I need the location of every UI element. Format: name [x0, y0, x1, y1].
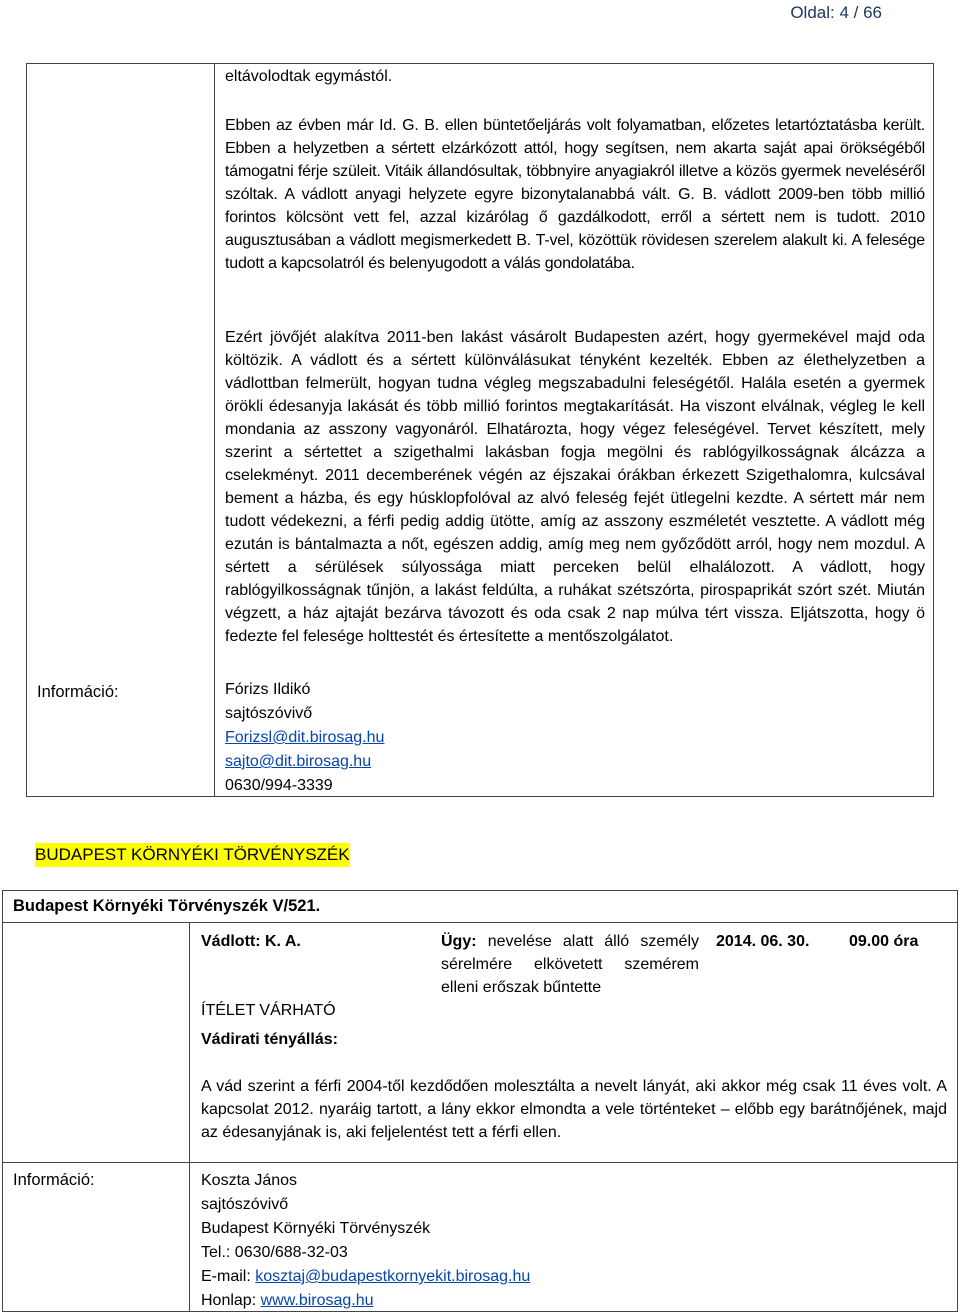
contact-name: Koszta János [201, 1172, 298, 1189]
contact-role: sajtószóvivő [225, 705, 313, 722]
table-divider [189, 922, 190, 1311]
contact-block [201, 1169, 530, 1313]
verdict-note: ÍTÉLET VÁRHATÓ [201, 1002, 336, 1019]
table-divider [3, 1162, 957, 1163]
case-table-2 [2, 890, 958, 1312]
case-table-1 [26, 63, 934, 797]
contact-phone: Tel.: 0630/688-32-03 [201, 1244, 348, 1261]
hearing-date: 2014. 06. 30. [716, 933, 810, 950]
press-email-link[interactable]: sajto@dit.birosag.hu [225, 753, 372, 770]
defendant: Vádlott: K. A. [201, 933, 301, 950]
table-divider [214, 64, 215, 796]
case-label: Ügy: [441, 933, 477, 950]
facts-text: A vád szerint a férfi 2004-től kezdődően molesztálta a nevelt lányát, aki akkor még csak 11 éves volt. A kapcsolat 2012. nyaráig tartott, a lány ekkor elmondta a vele történteket – előbb egy barátnőjének, majd az édesanyjának is, aki feljelentést tett a férfi ellen. [201, 1078, 947, 1141]
facts-label: Vádirati tényállás: [201, 1031, 338, 1048]
info-label: Információ: [13, 1171, 95, 1189]
hearing-time: 09.00 óra [849, 933, 919, 950]
case-type [441, 930, 699, 999]
contact-email-row [201, 1265, 530, 1289]
table-divider [3, 922, 957, 923]
section-heading: BUDAPEST KÖRNYÉKI TÖRVÉNYSZÉK [35, 843, 350, 867]
page-number: Oldal: 4 / 66 [790, 3, 882, 22]
paragraph-crime: Ezért jövőjét alakítva 2011-ben lakást vásárolt Budapesten azért, hogy gyermekével majd oda költözik. A vádlott és a sértett különválásukat tényként kezelték. Ebben az élethelyzetben a vádlottban felmerült, hogyan tudna végleg megszabadulni feleségétől. Halála esetén a gyermek örökli édesanyja lakását és több millió forintos megtakarítását. Ha viszont elválnak, végleg le kell mondania az asszony vagyonáról. Elhatározta, hogy végez feleségével. Tervet készített, mely szerint a sértettet a szigethalmi lakásban fogja megölni és rablógyilkosságnak álcázza a cselekményt. 2011 decemberének végén az éjszakai órákban érkezett Szigethalomra, kulcsával bement a házba, és egy húsklopfolóval az alvó feleség fejét ütlegelni kezdte. A sértett már nem tudott védekezni, a férfi pedig addig ütötte, amíg az asszony eszméletét vesztette. A vádlott még ezután is bántalmazta a nőt, egészen addig, amíg meg nem győződött arról, hogy nem mozdul. A sértett a sérülések súlyossága miatt perceken belül elhalálozott. A vádlott, hogy rablógyilkosságnak tűnjön, a lakást feldúlta, a ruhákat szétszórta, pirospaprikát szórt szét. Miután végzett, a ház ajtaját bezárva távozott és oda csak 2 nap múlva tért vissza. Eljátszotta, hogy ö fedezte fel felesége holttestét és értesítette a mentőszolgálatot. [225, 329, 925, 645]
email-link[interactable]: kosztaj@budapestkornyekit.birosag.hu [255, 1268, 531, 1285]
contact-role: sajtószóvivő [201, 1196, 289, 1213]
contact-web-row [201, 1289, 530, 1313]
email-link[interactable]: Forizsl@dit.birosag.hu [225, 729, 385, 746]
contact-block [225, 678, 384, 798]
contact-phone: 0630/994-3339 [225, 777, 333, 794]
paragraph-continuation: eltávolodtak egymástól. [225, 68, 393, 85]
case-text: nevelése alatt álló személy sérelmére elkövetett szemérem elleni erőszak bűntette [441, 933, 699, 996]
email-label: E-mail: [201, 1268, 256, 1285]
website-link[interactable]: www.birosag.hu [260, 1292, 374, 1309]
contact-org: Budapest Környéki Törvényszék [201, 1220, 431, 1237]
info-label: Információ: [37, 683, 119, 701]
court-title: Budapest Környéki Törvényszék V/521. [13, 897, 321, 915]
paragraph-background: Ebben az évben már Id. G. B. ellen büntetőeljárás volt folyamatban, előzetes letartóztatásba került. Ebben a helyzetben a sértett elzárkózott attól, hogy segítsen, nem akarta saját apai örökségéből támogatni férje szüleit. Vitáik állandósultak, többnyire anyagiakról illetve a közös gyermek neveléséről szóltak. A vádlott anyagi helyzete egyre bizonytalanabbá vált. G. B. vádlott 2009-ben több millió forintos kölcsönt vett fel, azzal kizárólag ő gazdálkodott, erről a sértett nem is tudott. 2010 augusztusában a vádlott megismerkedett B. T-vel, közöttük rövidesen szerelem alakult ki. A felesége tudott a kapcsolatról és belenyugodott a válás gondolatába. [225, 117, 925, 272]
web-label: Honlap: [201, 1292, 261, 1309]
contact-name: Fórizs Ildikó [225, 681, 311, 698]
